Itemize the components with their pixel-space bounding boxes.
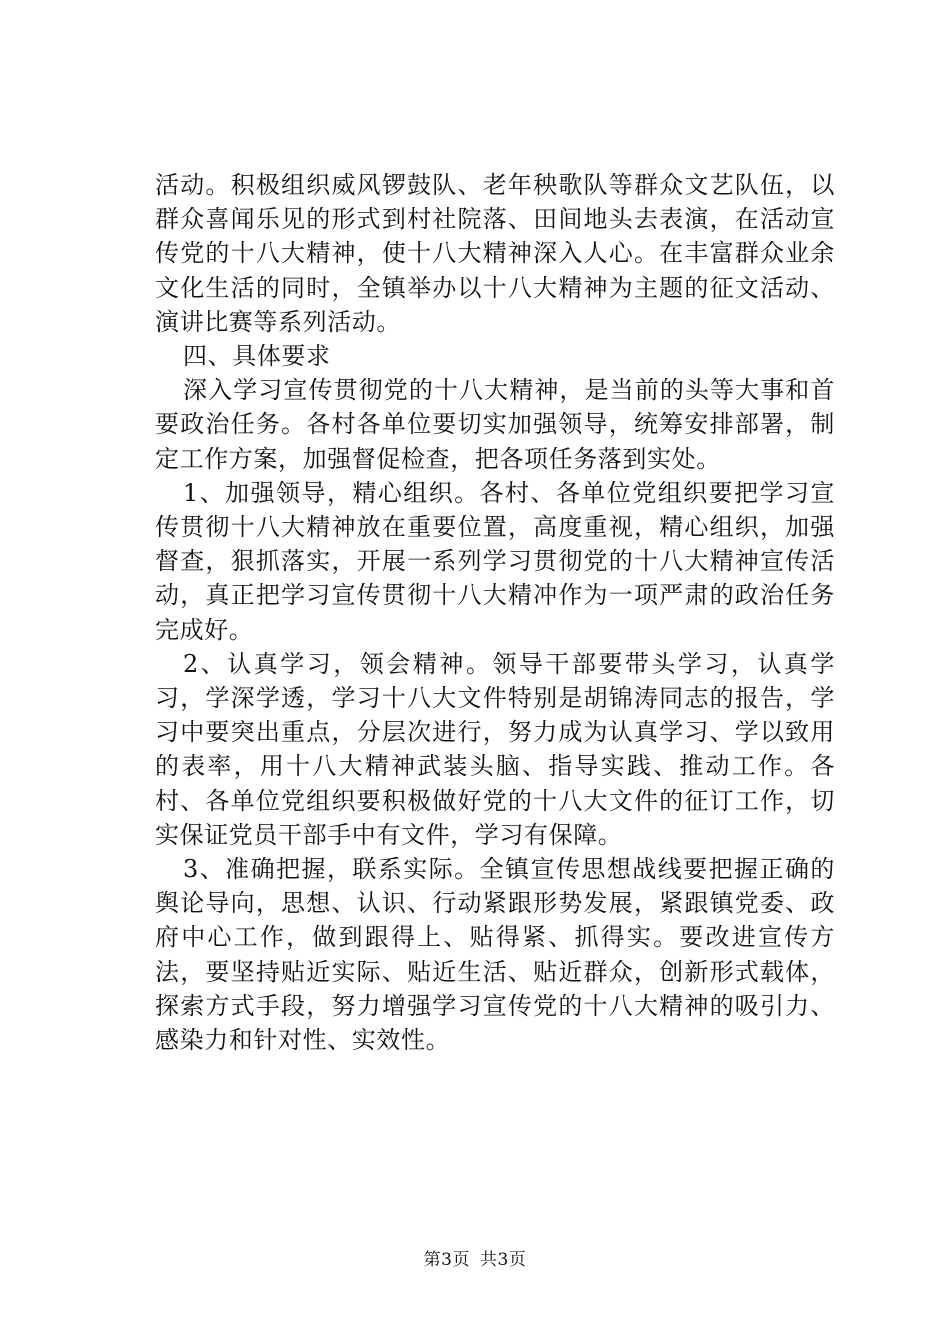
paragraph-requirements-intro: 深入学习宣传贯彻党的十八大精神，是当前的头等大事和首要政治任务。各村各单位要切实加强领导，统筹安排部署，制定工作方案，加强督促检查，把各项任务落到实处。 [155, 376, 835, 473]
section-heading-requirements: 四、具体要求 [183, 342, 331, 371]
paragraph-item-2: 2、认真学习，领会精神。领导干部要带头学习，认真学习，学深学透，学习十八大文件特别是胡锦涛同志的报告，学习中要突出重点，分层次进行，努力成为认真学习、学以致用的表率，用十八大精神武装头脑、指导实践、推动工作。各村、各单位党组织要积极做好党的十八大文件的征订工作，切实保证党员干部手中有文件，学习有保障。 [155, 649, 835, 849]
page-footer [0, 1245, 950, 1270]
paragraph-activities: 活动。积极组织威风锣鼓队、老年秧歌队等群众文艺队伍，以群众喜闻乐见的形式到村社院落、田间地头去表演，在活动宣传党的十八大精神，使十八大精神深入人心。在丰富群众业余文化生活的同时，全镇举办以十八大精神为主题的征文活动、演讲比赛等系列活动。 [155, 171, 835, 336]
page-total: 共3页 [480, 1250, 527, 1270]
paragraph-item-1: 1、加强领导，精心组织。各村、各单位党组织要把学习宣传贯彻十八大精神放在重要位置，高度重视，精心组织，加强督查，狠抓落实，开展一系列学习贯彻党的十八大精神宣传活动，真正把学习宣传贯彻十八大精冲作为一项严肃的政治任务完成好。 [155, 478, 835, 644]
paragraph-item-3: 3、准确把握，联系实际。全镇宣传思想战线要把握正确的舆论导向，思想、认识、行动紧跟形势发展，紧跟镇党委、政府中心工作，做到跟得上、贴得紧、抓得实。要改进宣传方法，要坚持贴近实际、贴近生活、贴近群众，创新形式载体，探索方式手段，努力增强学习宣传党的十八大精神的吸引力、感染力和针对性、实效性。 [155, 855, 835, 1055]
page-number: 第3页 [423, 1250, 470, 1270]
document-body [155, 168, 835, 1057]
